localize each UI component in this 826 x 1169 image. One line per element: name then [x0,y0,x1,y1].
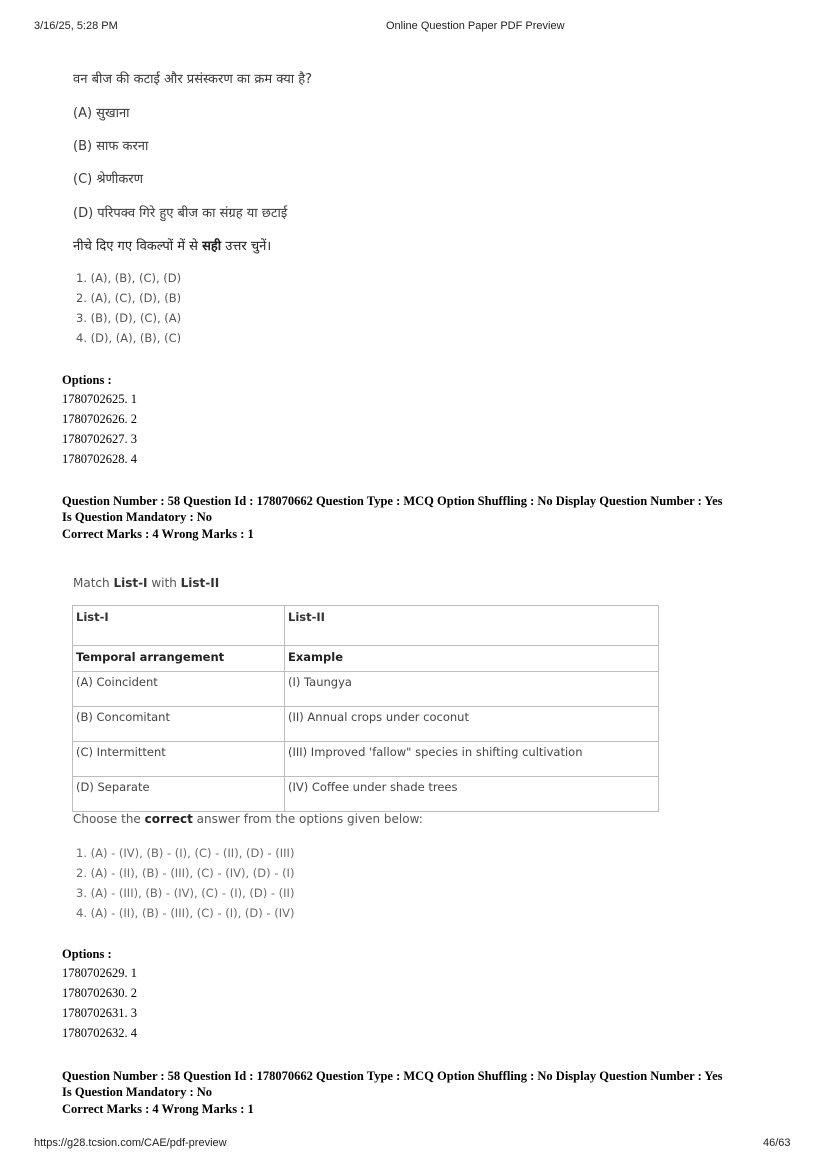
question-1-choice: 1. (A), (B), (C), (D) [76,271,182,285]
page-url: https://g28.tcsion.com/CAE/pdf-preview [34,1137,227,1149]
question-meta-line: Is Question Mandatory : No [62,1085,213,1099]
question-2-choice: 3. (A) - (III), (B) - (IV), (C) - (I), (D) - (II) [76,886,295,900]
question-1-choice: 3. (B), (D), (C), (A) [76,311,182,325]
table-header-cell: List-I [73,606,285,646]
question-marks: Correct Marks : 4 Wrong Marks : 1 [62,1102,254,1116]
table-row [73,742,659,777]
question-2-instruction [73,812,423,826]
table-cell: (III) Improved 'fallow" species in shifting cultivation [285,742,659,777]
question-1-stem: वन बीज की कटाई और प्रसंस्करण का क्रम क्या है? [73,72,313,87]
instruction-text: answer from the options given below: [192,812,423,826]
table-row [73,672,659,707]
instruction-emphasis: correct [144,812,193,826]
table-cell: (A) Coincident [73,672,285,707]
page-header-title: Online Question Paper PDF Preview [386,20,565,32]
table-subheader-row [73,646,659,672]
option-id: 1780702628. 4 [62,452,137,466]
intro-emphasis: List-I [113,576,148,590]
question-1-item: (A) सुखाना [73,106,130,121]
table-cell: (D) Separate [73,777,285,812]
instruction-text: Choose the [73,812,145,826]
question-2-choice: 4. (A) - (II), (B) - (III), (C) - (I), (D) - (IV) [76,906,295,920]
option-id: 1780702630. 2 [62,986,137,1000]
question-meta-line: Is Question Mandatory : No [62,510,213,524]
table-header-row [73,606,659,646]
table-cell: (I) Taungya [285,672,659,707]
question-2-intro [73,576,219,590]
intro-text: with [147,576,181,590]
print-datetime: 3/16/25, 5:28 PM [34,20,118,32]
question-meta-line: Question Number : 58 Question Id : 178070662 Question Type : MCQ Option Shuffling : No Display Question Number : Yes [62,1069,723,1083]
table-subheader-cell: Example [285,646,659,672]
intro-text: Match [73,576,114,590]
question-meta-line: Question Number : 58 Question Id : 178070662 Question Type : MCQ Option Shuffling : No Display Question Number : Yes [62,494,723,508]
intro-emphasis: List-II [180,576,220,590]
table-cell: (II) Annual crops under coconut [285,707,659,742]
option-id: 1780702632. 4 [62,1026,137,1040]
instruction-text: उत्तर चुनें। [221,239,272,254]
question-1-instruction [73,236,271,254]
question-1-item: (D) परिपक्व गिरे हुए बीज का संग्रह या छटाई [73,206,288,221]
table-subheader-cell: Temporal arrangement [73,646,285,672]
page-number: 46/63 [763,1137,791,1149]
question-2-choice: 1. (A) - (IV), (B) - (I), (C) - (II), (D) - (III) [76,846,295,860]
question-1-choice: 4. (D), (A), (B), (C) [76,331,182,345]
instruction-emphasis: सही [202,239,222,254]
option-id: 1780702631. 3 [62,1006,137,1020]
options-label: Options : [62,947,112,961]
option-id: 1780702625. 1 [62,392,137,406]
table-row [73,707,659,742]
question-marks: Correct Marks : 4 Wrong Marks : 1 [62,527,254,541]
table-row [73,777,659,812]
option-id: 1780702627. 3 [62,432,137,446]
option-id: 1780702629. 1 [62,966,137,980]
options-label: Options : [62,373,112,387]
table-header-cell: List-II [285,606,659,646]
question-1-item: (C) श्रेणीकरण [73,172,144,187]
table-cell: (B) Concomitant [73,707,285,742]
table-cell: (IV) Coffee under shade trees [285,777,659,812]
instruction-text: नीचे दिए गए विकल्पों में से [73,239,203,254]
question-1-item: (B) साफ करना [73,139,149,154]
table-cell: (C) Intermittent [73,742,285,777]
option-id: 1780702626. 2 [62,412,137,426]
match-table [72,605,659,812]
question-1-choice: 2. (A), (C), (D), (B) [76,291,182,305]
question-2-choice: 2. (A) - (II), (B) - (III), (C) - (IV), (D) - (I) [76,866,295,880]
